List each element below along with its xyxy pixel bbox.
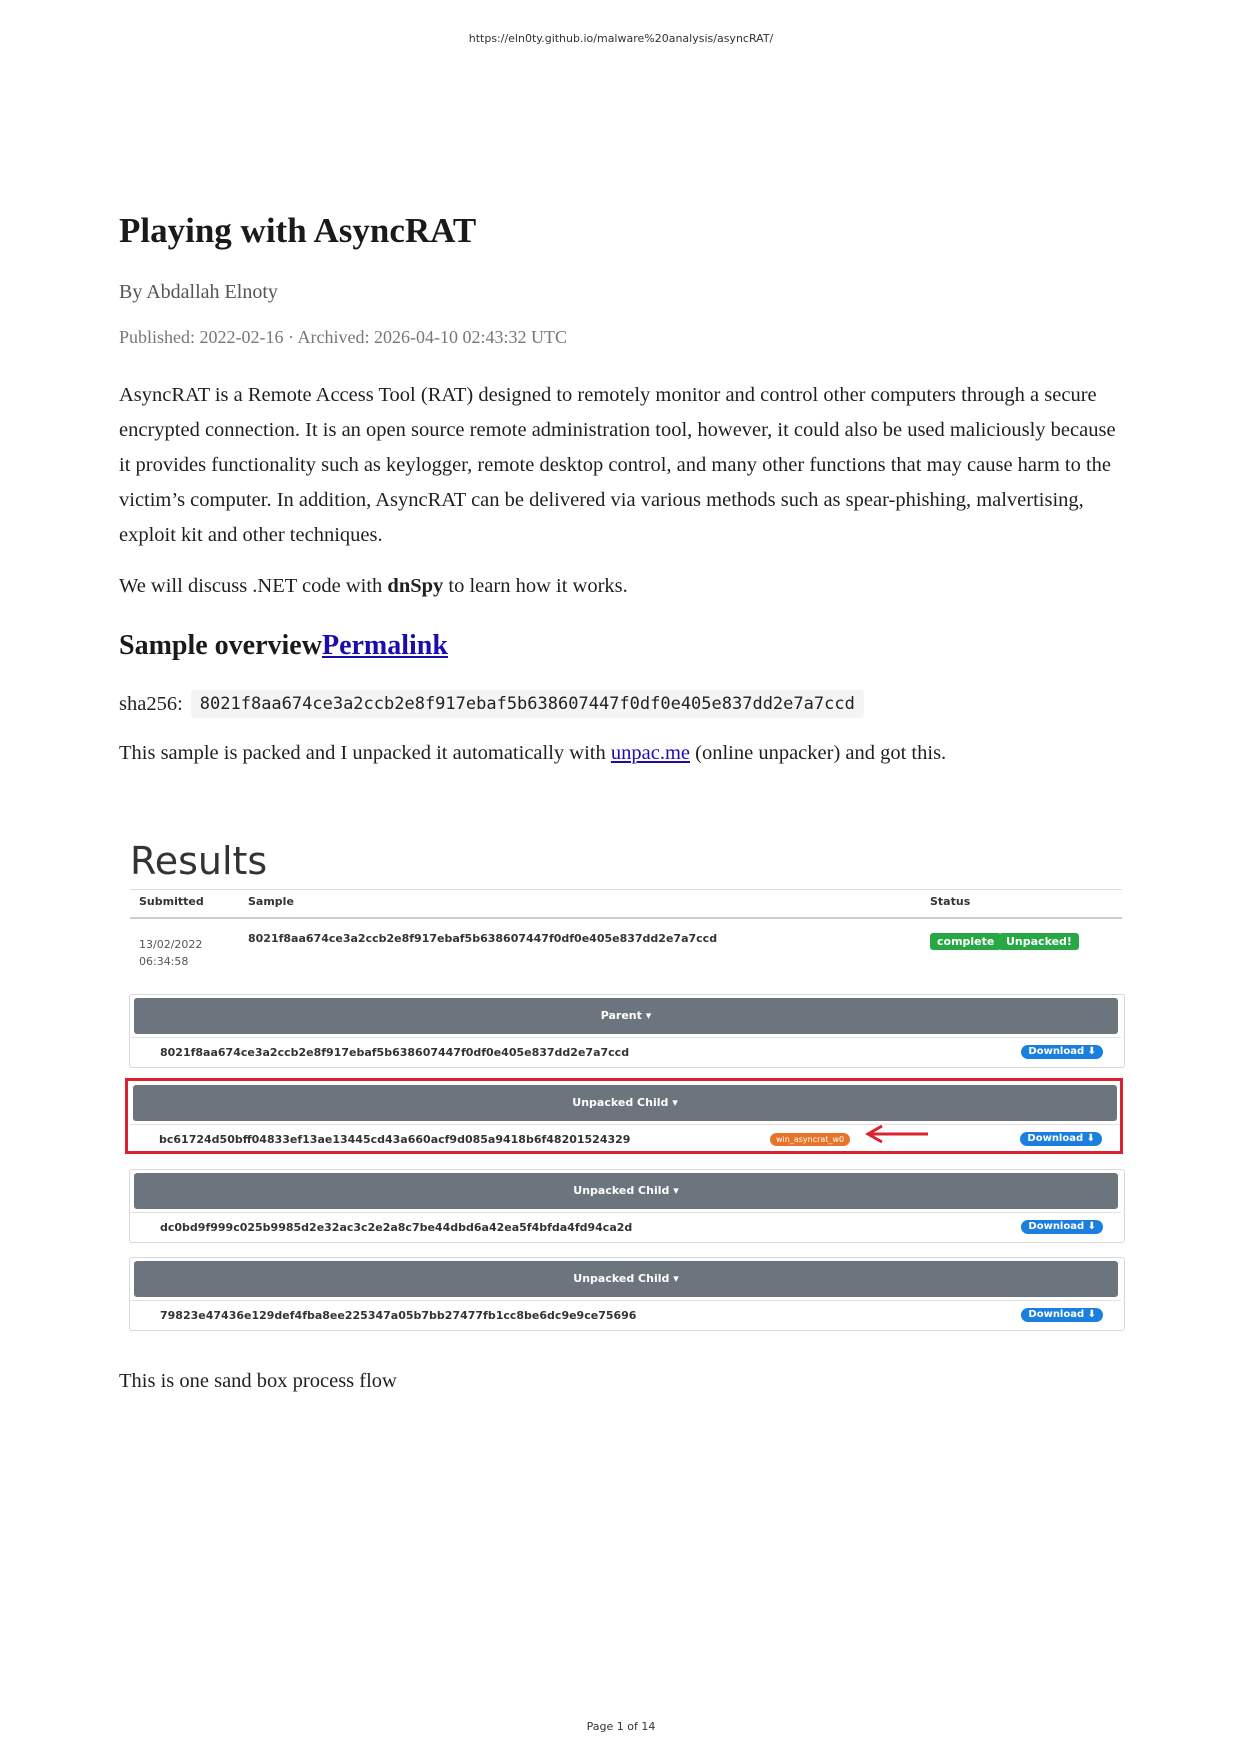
highlight-box <box>125 1078 1123 1154</box>
page-number: Page 1 of 14 <box>586 1720 656 1733</box>
results-divider <box>130 889 1122 890</box>
panel-title[interactable]: Unpacked Child ▾ <box>133 1085 1117 1121</box>
download-button[interactable]: Download ⬇ <box>1020 1132 1102 1146</box>
panel-title[interactable]: Unpacked Child ▾ <box>134 1173 1118 1209</box>
panel-hash: 79823e47436e129def4fba8ee225347a05b7bb27477fb1cc8be6dc9e9ce75696 <box>160 1309 637 1322</box>
sha256-label: sha256: <box>119 692 183 715</box>
col-submitted: Submitted <box>139 895 204 908</box>
unpacked-child-panel <box>129 1257 1125 1331</box>
results-heading: Results <box>130 839 268 883</box>
submitted-datetime <box>139 936 202 970</box>
panel-hash: dc0bd9f999c025b9985d2e32ac3c2e2a8c7be44dbd6a42ea5f4bfda4fd94ca2d <box>160 1221 633 1234</box>
download-button[interactable]: Download ⬇ <box>1021 1308 1103 1322</box>
panel-row <box>131 1037 1121 1066</box>
col-sample: Sample <box>248 895 294 908</box>
panel-row <box>131 1212 1121 1241</box>
article <box>119 210 1129 771</box>
permalink-link[interactable]: Permalink <box>321 630 448 661</box>
submitted-sample-hash: 8021f8aa674ce3a2ccb2e8f917ebaf5b638607447f0df0e405e837dd2e7a7ccd <box>248 932 718 945</box>
dnspy-text-before: We will discuss .NET code with <box>119 575 388 597</box>
panel-row <box>131 1300 1121 1329</box>
status-badge-complete: complete <box>930 933 1001 950</box>
panel-title[interactable]: Unpacked Child ▾ <box>134 1261 1118 1297</box>
status-badge-unpacked: Unpacked! <box>999 933 1079 950</box>
download-button[interactable]: Download ⬇ <box>1021 1220 1103 1234</box>
article-title: Playing with AsyncRAT <box>119 211 477 250</box>
article-meta: Published: 2022-02-16 · Archived: 2026-04-10 02:43:32 UTC <box>119 327 567 347</box>
packed-paragraph <box>119 736 1129 771</box>
parent-panel <box>129 994 1125 1068</box>
download-button[interactable]: Download ⬇ <box>1021 1045 1103 1059</box>
article-byline: By Abdallah Elnoty <box>119 281 278 303</box>
dnspy-text-after: to learn how it works. <box>443 575 628 597</box>
section-heading-text: Sample overview <box>119 630 322 661</box>
sha256-line <box>119 690 1129 718</box>
red-arrow-icon <box>862 1124 932 1144</box>
packed-text-after: (online unpacker) and got this. <box>690 742 947 764</box>
dnspy-paragraph <box>119 569 1129 604</box>
panel-hash: bc61724d50bff04833ef13ae13445cd43a660acf9d085a9418b6f48201524329 <box>159 1133 631 1146</box>
unpacme-results-screenshot <box>127 825 1123 1335</box>
submitted-time: 06:34:58 <box>139 955 189 968</box>
packed-text-before: This sample is packed and I unpacked it automatically with <box>119 742 611 764</box>
page-url: https://eln0ty.github.io/malware%20analysis/asyncRAT/ <box>468 32 774 45</box>
dnspy-bold: dnSpy <box>387 575 444 597</box>
intro-paragraph: AsyncRAT is a Remote Access Tool (RAT) designed to remotely monitor and control other computers through a secure encrypted connection. It is an open source remote administration tool, however, it could also be used maliciously because it provides functionality such as keylogger, remote desktop control, and many other functions that may cause harm to the victim’s computer. In addition, AsyncRAT can be delivered via various methods such as spear-phishing, malvertising, exploit kit and other techniques. <box>119 384 1116 546</box>
unpacme-link[interactable]: unpac.me <box>610 742 690 764</box>
panel-hash: 8021f8aa674ce3a2ccb2e8f917ebaf5b638607447f0df0e405e837dd2e7a7ccd <box>160 1046 630 1059</box>
sha256-value: 8021f8aa674ce3a2ccb2e8f917ebaf5b638607447f0df0e405e837dd2e7a7ccd <box>191 690 864 718</box>
sandbox-paragraph: This is one sand box process flow <box>119 1370 397 1392</box>
section-heading <box>119 630 1129 662</box>
family-tag: win_asyncrat_w0 <box>770 1133 850 1146</box>
unpacked-child-panel <box>129 1169 1125 1243</box>
col-status: Status <box>930 895 971 908</box>
submitted-date: 13/02/2022 <box>139 938 203 951</box>
panel-title[interactable]: Parent ▾ <box>134 998 1118 1034</box>
table-header-rule <box>130 917 1122 919</box>
